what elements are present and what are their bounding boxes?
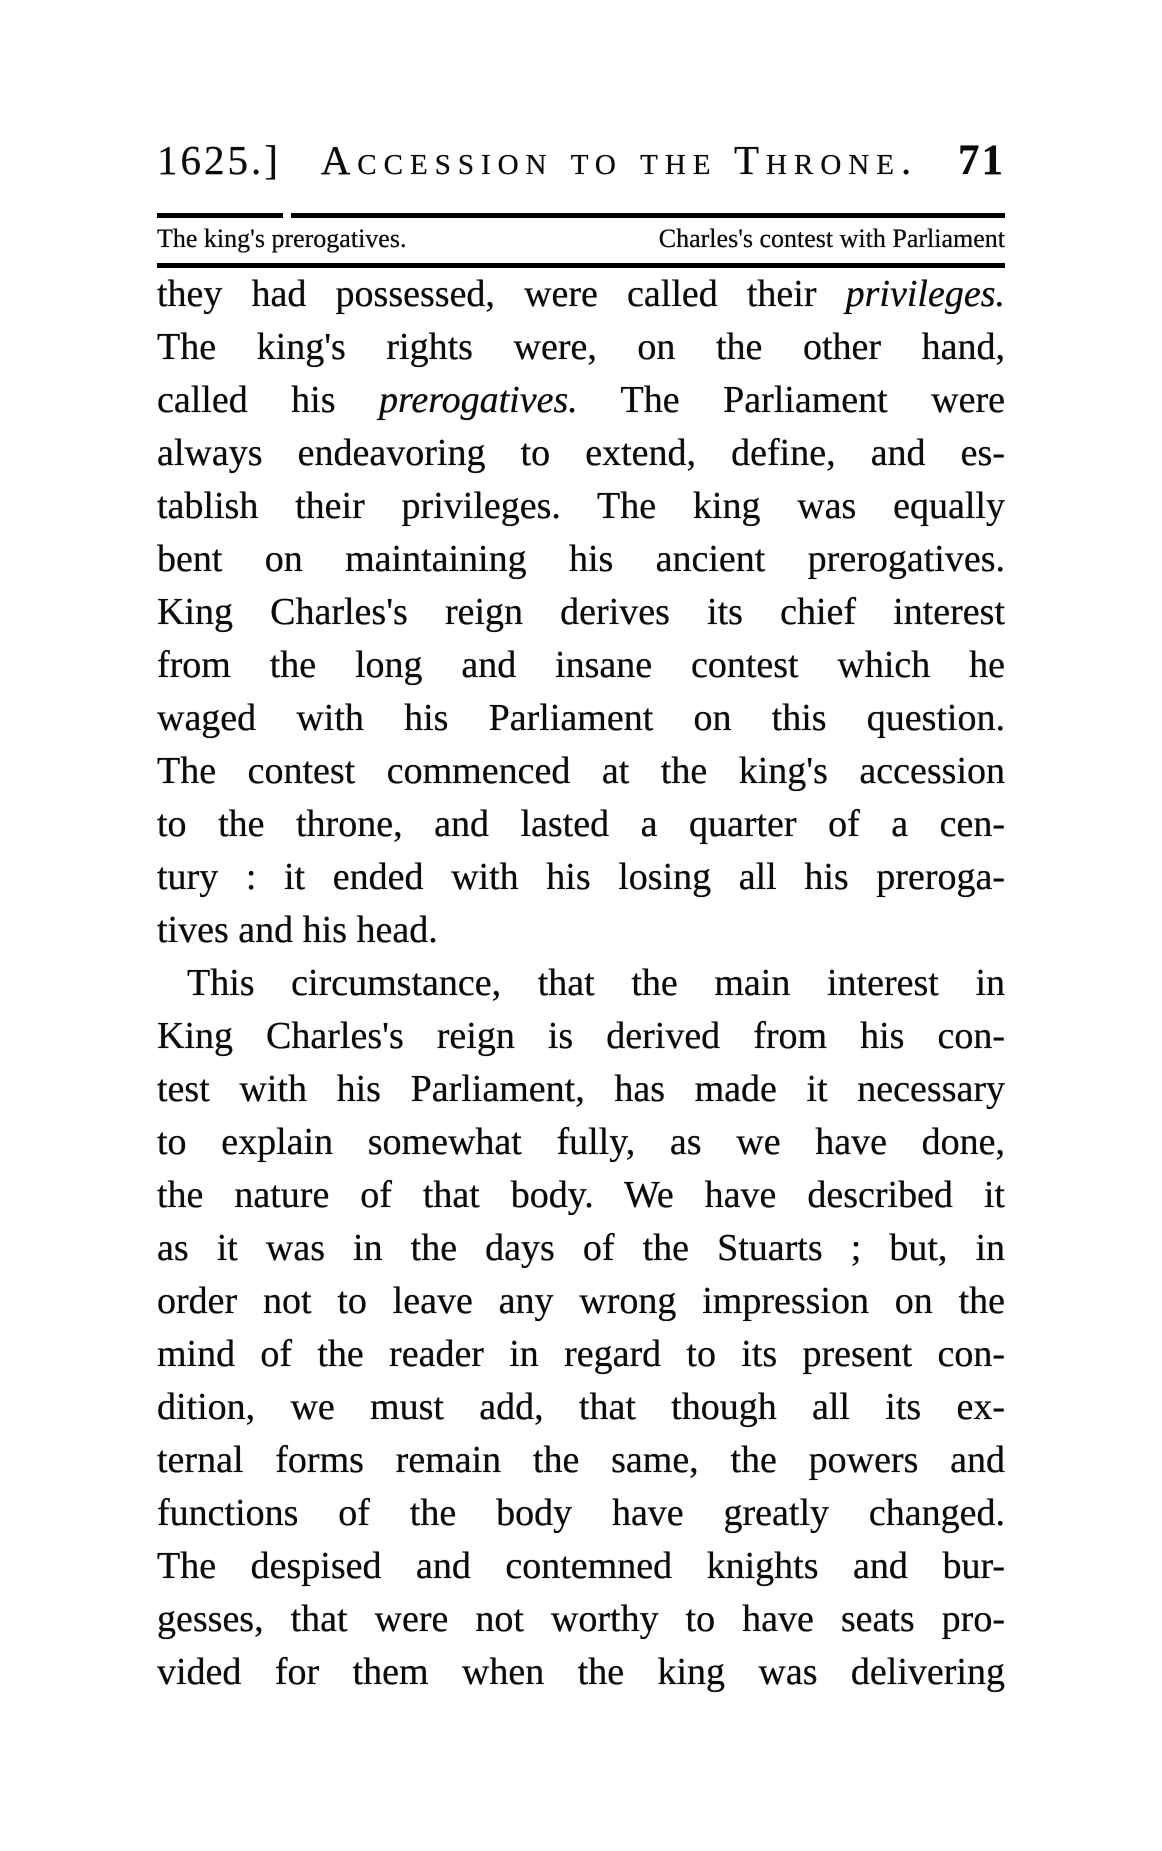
body-line (157, 1540, 1005, 1593)
body-text-segment: always endeavoring to extend, define, and es- (157, 432, 1005, 474)
running-head-right: Charles's contest with Parliament (658, 224, 1005, 253)
header-year: 1625.] (157, 137, 281, 183)
body-text-segment: The king's rights were, on the other hand, (157, 326, 1005, 368)
running-heads (157, 224, 1005, 254)
top-rule-right-segment (291, 213, 1005, 218)
body-text-segment: mind of the reader in regard to its present con- (157, 1333, 1005, 1375)
body-text-segment: dition, we must add, that though all its ex- (157, 1386, 1005, 1428)
body-line (157, 1593, 1005, 1646)
body-text (157, 268, 1005, 1699)
running-head-left: The king's prerogatives. (157, 224, 407, 253)
italic-term: prerogatives. (379, 379, 578, 421)
body-line (157, 1275, 1005, 1328)
top-rule-left-segment (157, 213, 283, 218)
body-text-segment: as it was in the days of the Stuarts ; but, in (157, 1227, 1005, 1269)
body-line (157, 1222, 1005, 1275)
body-text-segment: King Charles's reign derives its chief interest (157, 591, 1005, 633)
top-rule (157, 213, 1005, 218)
body-line (157, 1116, 1005, 1169)
body-line (157, 374, 1005, 427)
body-text-segment: waged with his Parliament on this question. (157, 697, 1005, 739)
body-line (157, 957, 1005, 1010)
body-text-segment: tury : it ended with his losing all his preroga- (157, 856, 1005, 898)
body-line (157, 533, 1005, 586)
body-line (157, 427, 1005, 480)
italic-term: privileges. (845, 273, 1005, 315)
body-text-segment: The despised and contemned knights and bur- (157, 1545, 1005, 1587)
body-text-segment: functions of the body have greatly changed. (157, 1492, 1005, 1534)
body-text-segment: test with his Parliament, has made it necessary (157, 1068, 1005, 1110)
body-line (157, 1328, 1005, 1381)
body-text-segment: to the throne, and lasted a quarter of a cen- (157, 803, 1005, 845)
body-line (157, 268, 1005, 321)
page-number: 71 (957, 137, 1005, 184)
body-text-segment: they had possessed, were called their (157, 273, 846, 315)
body-text-segment: The contest commenced at the king's accession (157, 750, 1005, 792)
body-line (157, 904, 1005, 957)
body-line (157, 1169, 1005, 1222)
body-line (157, 851, 1005, 904)
body-text-segment: vided for them when the king was delivering (157, 1651, 1005, 1693)
body-text-segment: order not to leave any wrong impression on the (157, 1280, 1005, 1322)
body-line (157, 1063, 1005, 1116)
body-line (157, 798, 1005, 851)
body-text-segment: bent on maintaining his ancient prerogatives. (157, 538, 1005, 580)
body-text-segment: This circumstance, that the main interest in (187, 962, 1005, 1004)
body-line (157, 586, 1005, 639)
page-header (157, 136, 1005, 185)
body-line (157, 480, 1005, 533)
body-text-segment: called his (157, 379, 379, 421)
body-line (157, 1487, 1005, 1540)
body-line (157, 1434, 1005, 1487)
body-text-segment: the nature of that body. We have described it (157, 1174, 1005, 1216)
body-line (157, 1646, 1005, 1699)
body-line (157, 1010, 1005, 1063)
body-text-segment: The Parliament were (577, 379, 1005, 421)
body-text-segment: gesses, that were not worthy to have seats pro- (157, 1598, 1005, 1640)
body-line (157, 1381, 1005, 1434)
body-line (157, 639, 1005, 692)
body-text-segment: King Charles's reign is derived from his con- (157, 1015, 1005, 1057)
body-text-segment: to explain somewhat fully, as we have done, (157, 1121, 1005, 1163)
body-text-segment: tablish their privileges. The king was equally (157, 485, 1005, 527)
body-line (157, 692, 1005, 745)
page-title: Accession to the Throne. (320, 137, 919, 183)
body-line (157, 321, 1005, 374)
body-text-segment: ternal forms remain the same, the powers and (157, 1439, 1005, 1481)
body-line (157, 745, 1005, 798)
body-text-segment: tives and his head. (157, 909, 438, 951)
body-text-segment: from the long and insane contest which he (157, 644, 1005, 686)
